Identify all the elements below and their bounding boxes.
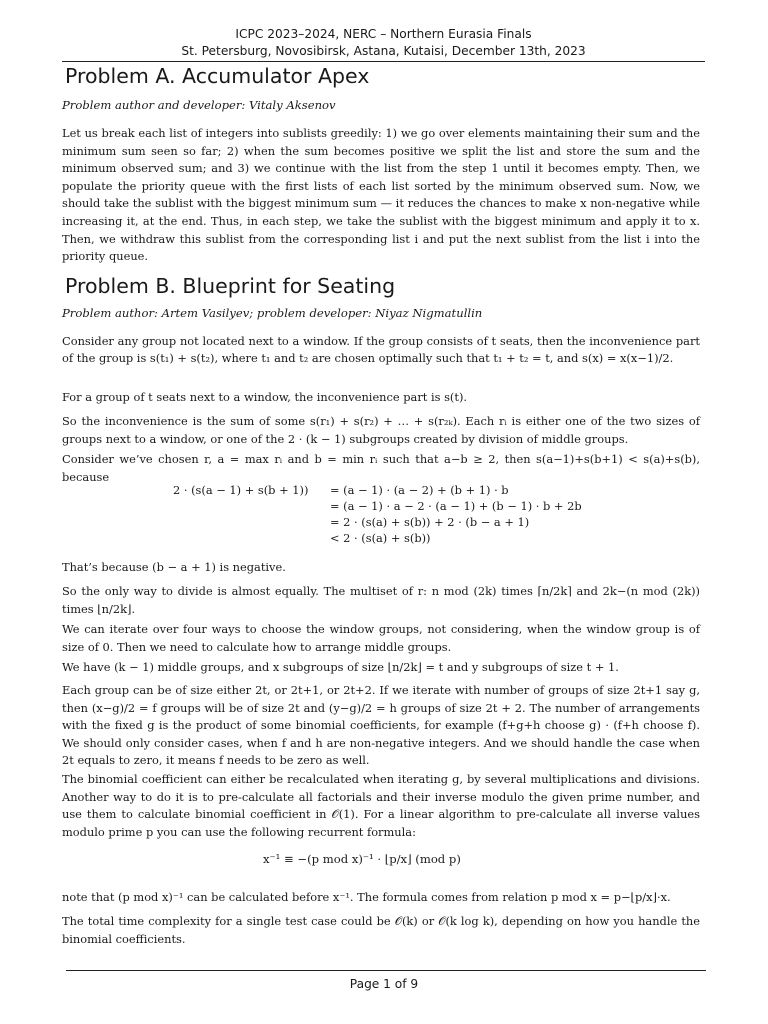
running-header	[62, 26, 705, 60]
problem-b-paragraph-6: So the only way to divide is almost equally. The multiset of r: n mod (2k) times ⌈n/2k⌉ and 2k−(n mod (2k)) times ⌊n/2k⌋.	[62, 584, 700, 616]
derivation-line-2: = (a − 1) · a − 2 · (a − 1) + (b − 1) · b + 2b	[330, 499, 582, 513]
problem-b-author: Problem author: Artem Vasilyev; problem developer: Niyaz Nigmatullin	[62, 306, 483, 320]
inverse-formula: x⁻¹ ≡ −(p mod x)⁻¹ · ⌊p/x⌋ (mod p)	[263, 852, 461, 866]
problem-b-paragraph-10: The binomial coefficient can either be recalculated when iterating g, by several multiplications and divisions. Another way to do it is to pre-calculate all factorials and their inverse modulo the given prime number, and use them to calculate binomial coefficient in 𝒪(1). For a linear algorithm to pre-calculate all inverse values modulo prime p you can use the following recurrent formula:	[62, 772, 700, 839]
problem-b-paragraph-8: We have (k − 1) middle groups, and x subgroups of size ⌊n/2k⌋ = t and y subgroups of size t + 1.	[62, 660, 619, 674]
problem-a-author: Problem author and developer: Vitaly Aksenov	[62, 98, 336, 112]
problem-b-paragraph-3: So the inconvenience is the sum of some s(r₁) + s(r₂) + … + s(r₂ₖ). Each rᵢ is either one of the two sizes of groups next to a window, or one of the 2 · (k − 1) subgroups created by division of middle groups.	[62, 414, 700, 446]
problem-b-paragraph-4: Consider we’ve chosen r, a = max rᵢ and b = min rᵢ such that a−b ≥ 2, then s(a−1)+s(b+1) < s(a)+s(b), because	[62, 452, 700, 484]
problem-b-paragraph-2: For a group of t seats next to a window, the inconvenience part is s(t).	[62, 390, 468, 404]
problem-a-title: Problem A. Accumulator Apex	[65, 64, 370, 88]
problem-a-paragraph: Let us break each list of integers into sublists greedily: 1) we go over elements maintaining their sum and the minimum sum seen so far; 2) when the sum becomes positive we split the list and store the sum and the minimum observed sum; and 3) we continue with the list from the step 1 until it becomes empty. Then, we populate the priority queue with the first lists of each list sorted by the minimum observed sum. Now, we should take the sublist with the biggest minimum sum — it reduces the chances to make x non-negative while increasing it, at the end. Thus, in each step, we take the sublist with the biggest minimum and apply it to x. Then, we withdraw this sublist from the corresponding list i and put the next sublist from the list i into the priority queue.	[62, 126, 700, 264]
header-rule	[62, 61, 705, 62]
problem-b-paragraph-11: note that (p mod x)⁻¹ can be calculated before x⁻¹. The formula comes from relation p mod x = p−⌊p/x⌋·x.	[62, 890, 671, 904]
header-line-1: ICPC 2023–2024, NERC – Northern Eurasia Finals	[235, 27, 532, 41]
problem-b-paragraph-12: The total time complexity for a single test case could be 𝒪(k) or 𝒪(k log k), depending on how you handle the binomial coefficients.	[62, 914, 700, 946]
problem-b-paragraph-5: That’s because (b − a + 1) is negative.	[62, 560, 286, 574]
page-number: Page 1 of 9	[349, 977, 419, 991]
problem-b-paragraph-7: We can iterate over four ways to choose the window groups, not considering, when the window group is of size of 0. Then we need to calculate how to arrange middle groups.	[62, 622, 700, 654]
problem-b-title: Problem B. Blueprint for Seating	[65, 274, 396, 298]
derivation-line-4: < 2 · (s(a) + s(b))	[330, 531, 431, 545]
header-line-2: St. Petersburg, Novosibirsk, Astana, Kutaisi, December 13th, 2023	[181, 44, 586, 58]
problem-b-paragraph-9: Each group can be of size either 2t, or 2t+1, or 2t+2. If we iterate with number of groups of size 2t+1 say g, then (x−g)/2 = f groups will be of size 2t and (y−g)/2 = h groups of size 2t + 2. The number of arrangements with the fixed g is the product of some binomial coefficients, for example (f+g+h choose g) · (f+h choose f). We should only consider cases, when f and h are non-negative integers. And we should handle the case when 2t equals to zero, it means f needs to be zero as well.	[62, 683, 700, 768]
footer-rule	[66, 970, 706, 971]
derivation-line-1: = (a − 1) · (a − 2) + (b + 1) · b	[330, 483, 509, 497]
derivation-line-3: = 2 · (s(a) + s(b)) + 2 · (b − a + 1)	[330, 515, 530, 529]
problem-b-paragraph-1: Consider any group not located next to a window. If the group consists of t seats, then the inconvenience part of the group is s(t₁) + s(t₂), where t₁ and t₂ are chosen optimally such that t₁ + t₂ = t, and s(x) = x(x−1)/2.	[62, 334, 700, 366]
derivation-lhs: 2 · (s(a − 1) + s(b + 1))	[173, 483, 309, 497]
